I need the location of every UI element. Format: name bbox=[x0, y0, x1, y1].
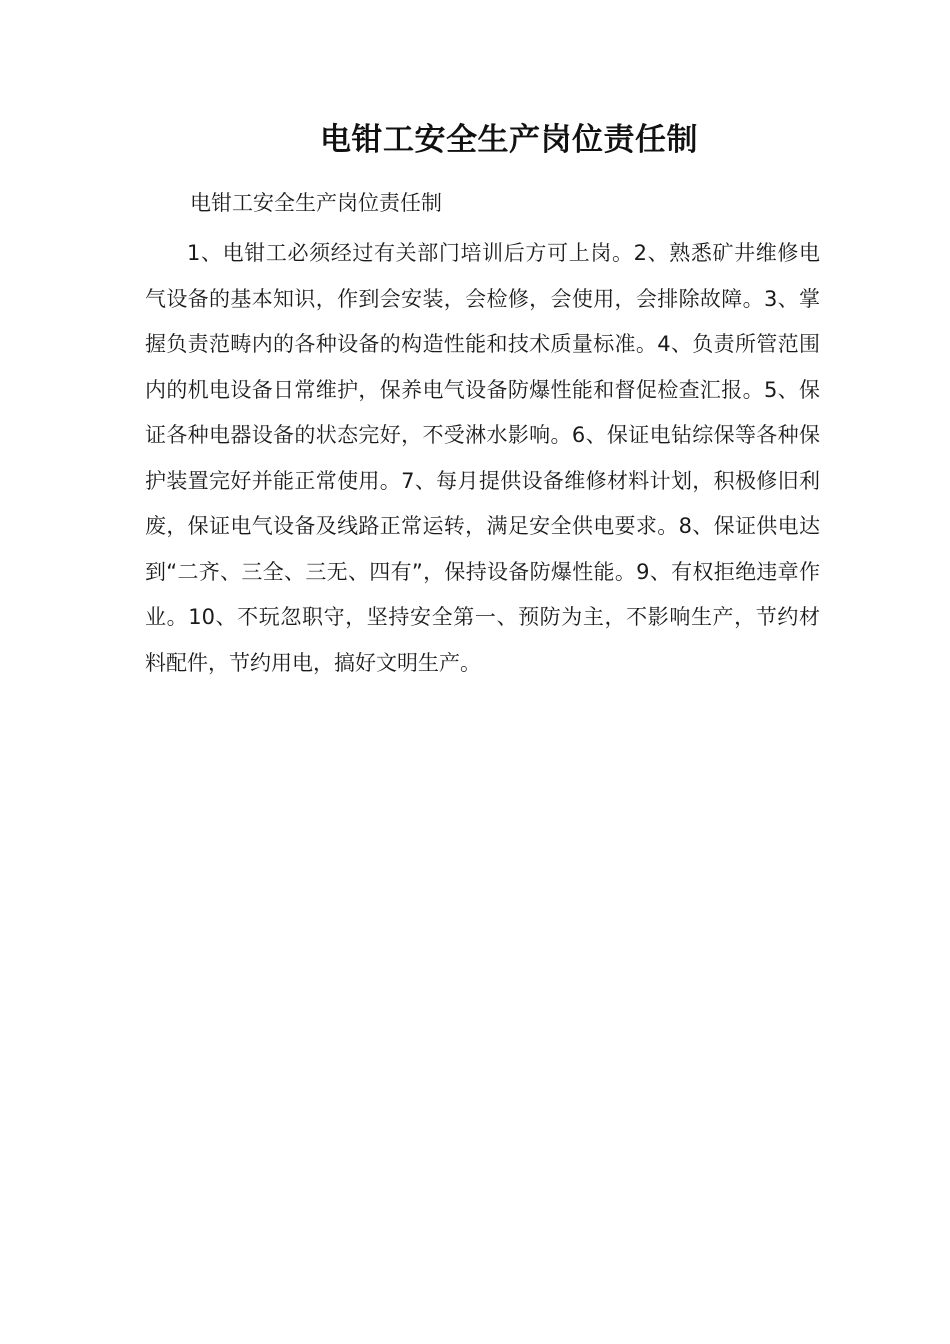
page-title: 电钳工安全生产岗位责任制 bbox=[320, 122, 698, 158]
document-body-paragraph: 1、电钳工必须经过有关部门培训后方可上岗。2、熟悉矿井维修电气设备的基本知识，作到会安装，会检修，会使用，会排除故障。3、掌握负责范畴内的各种设备的构造性能和技术质量标准。4、负责所管范围内的机电设备日常维护，保养电气设备防爆性能和督促检查汇报。5、保证各种电器设备的状态完好，不受淋水影响。6、保证电钻综保等各种保护装置完好并能正常使用。7、每月提供设备维修材料计划，积极修旧利废，保证电气设备及线路正常运转，满足安全供电要求。8、保证供电达到“二齐、三全、三无、四有”，保持设备防爆性能。9、有权拒绝违章作业。10、不玩忽职守，坚持安全第一、预防为主，不影响生产，节约材料配件，节约用电，搞好文明生产。 bbox=[145, 241, 820, 675]
document-subtitle: 电钳工安全生产岗位责任制 bbox=[190, 191, 442, 215]
